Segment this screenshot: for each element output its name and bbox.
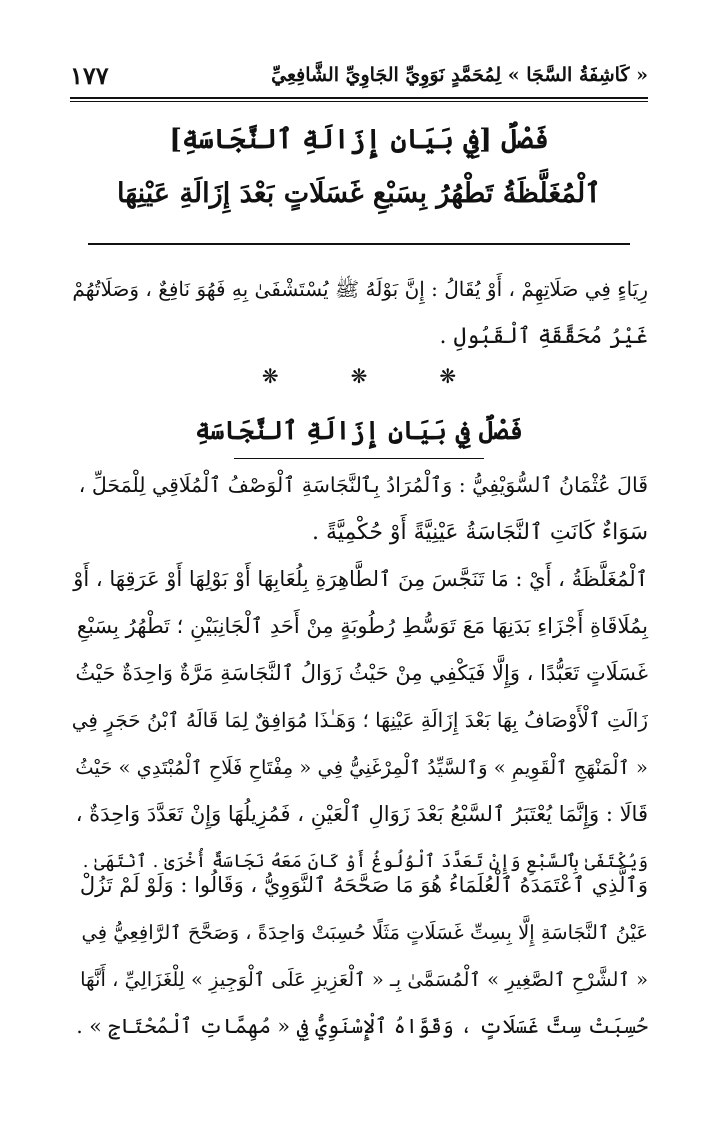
text-line: عَيْنُ ٱلنَّجَاسَةِ إِلَّا بِسِتِّ غَسَلَاتٍ مَثَلًا حُسِبَتْ وَاحِدَةً ، وَصَحَّحَ ٱلرَّافِعِيُّ فِي <box>81 921 648 944</box>
page-number: ١٧٧ <box>70 60 109 90</box>
matn-separator-rule <box>88 243 630 245</box>
text-line: ٱلْمُغَلَّظَةُ ، أَيْ : مَا تَنَجَّسَ مِنَ ٱلطَّاهِرَةِ بِلُعَابِهَا أَوْ بَوْلِهَا أَوْ عَرَقِهَا ، أَوْ <box>73 567 648 591</box>
text-line: غَسَلَاتٍ تَعَبُّدًا ، وَإِلَّا فَيَكْفِي مِنْ حَيْثُ زَوَالُ ٱلنَّجَاسَةِ مَرَّةٌ وَاحِدَةٌ حَيْثُ <box>75 661 648 685</box>
text-line: « ٱلشَّرْحِ ٱلصَّغِيرِ » ٱلْمُسَمَّىٰ بِـ « ٱلْعَزِيزِ عَلَى ٱلْوَجِيزِ » لِلْغَزَالِيِّ ، أَنَّهَا <box>80 968 648 991</box>
commentary-paragraph-2 <box>70 462 648 556</box>
text-line: قَالَا : وَإِنَّمَا يُعْتَبَرُ ٱلسَّبْعُ بَعْدَ زَوَالِ ٱلْعَيْنِ ، فَمُزِيلُهَا وَإِنْ تَعَدَّدَ وَاحِدَةٌ ، <box>75 802 648 826</box>
running-header <box>70 58 648 92</box>
text-line: « ٱلْمَنْهَجِ ٱلْقَوِيمِ » وَٱلسَّيِّدُ ٱلْمِرْغَنِيُّ فِي « مِفْتَاحِ فَلَاحِ ٱلْمُبْتَدِي » حَيْثُ <box>75 756 648 779</box>
text-line: وَٱلَّذِي ٱعْتَمَدَهُ ٱلْعُلَمَاءُ هُوَ مَا صَحَّحَهُ ٱلنَّوَوِيُّ ، وَقَالُوا : وَلَوْ لَمْ تَزُلْ <box>79 873 648 897</box>
text-line: رِيَاءٍ فِي صَلَاتِهِمْ ، أَوْ يُقَالُ : إِنَّ بَوْلَهُ ﷺ يُسْتَشْفَىٰ بِهِ فَهُوَ نَافِعٌ ، وَصَلَاتُهُمْ <box>72 277 648 301</box>
commentary-paragraph-3 <box>70 556 648 885</box>
matn-heading: فَصْلٌ [فِي بَيَانِ إِزَالَةِ ٱلنَّجَاسَةِ] <box>169 124 549 155</box>
section-heading: فَصْلٌ فِي بَيَانِ إِزَالَةِ ٱلنَّجَاسَةِ <box>195 416 523 445</box>
star-ornament-icon: ❋ <box>439 364 457 388</box>
header-rule-thin <box>70 101 648 102</box>
text-line: وَيُكْتَفَىٰ بِٱلسَّبْعِ وَإِنْ تَعَدَّدَ ٱلْوُلُوغُ أَوْ كَانَ مَعَهُ نَجَاسَةٌ أُخْرَىٰ . ٱنْتَهَىٰ . <box>82 851 648 872</box>
running-title: « كَاشِفَةُ السَّجَا » لِمُحَمَّدٍ نَوَوِيِّ الجَاوِيِّ الشَّافِعِيِّ <box>271 64 648 86</box>
text-line: قَالَ عُثْمَانُ ٱلسُّوَيْفِيُّ : وَٱلْمُرَادُ بِٱلنَّجَاسَةِ ٱلْوَصْفُ ٱلْمُلَاقِي لِلْمَحَلِّ ، <box>78 473 648 497</box>
text-line: سَوَاءٌ كَانَتِ ٱلنَّجَاسَةُ عَيْنِيَّةً أَوْ حُكْمِيَّةً . <box>312 520 648 545</box>
header-rule <box>70 97 648 99</box>
commentary-paragraph-1 <box>70 266 648 360</box>
star-ornament-icon: ❋ <box>261 364 279 388</box>
section-heading-underline <box>234 458 484 459</box>
matn-block <box>70 112 648 220</box>
text-line: حُسِبَتْ سِتَّ غَسَلَاتٍ ، وَقَوَّاهُ ٱلْإِسْنَوِيُّ فِي « مُهِمَّاتِ ٱلْمُحْتَاجِ » . <box>76 1014 648 1038</box>
section-separator <box>70 364 648 398</box>
matn-text: ٱلْمُغَلَّظَةُ تَطْهُرُ بِسَبْعِ غَسَلَاتٍ بَعْدَ إِزَالَةِ عَيْنِهَا <box>116 178 602 209</box>
star-ornament-icon: ❋ <box>350 364 368 388</box>
commentary-paragraph-4 <box>70 862 648 1050</box>
text-line: بِمُلَاقَاةِ أَجْزَاءِ بَدَنِهَا مَعَ تَوَسُّطِ رُطُوبَةٍ مِنْ أَحَدِ ٱلْجَانِبَيْنِ ؛ تَطْهُرُ بِسَبْعِ <box>76 614 648 638</box>
text-line: غَيْرُ مُحَقَّقَةِ ٱلْقَبُولِ . <box>439 324 648 349</box>
text-line: زَالَتِ ٱلْأَوْصَافُ بِهَا بَعْدَ إِزَالَةِ عَيْنِهَا ؛ وَهَـٰذَا مُوَافِقٌ لِمَا قَالَهُ ٱبْنُ حَجَرٍ فِي <box>71 708 648 732</box>
